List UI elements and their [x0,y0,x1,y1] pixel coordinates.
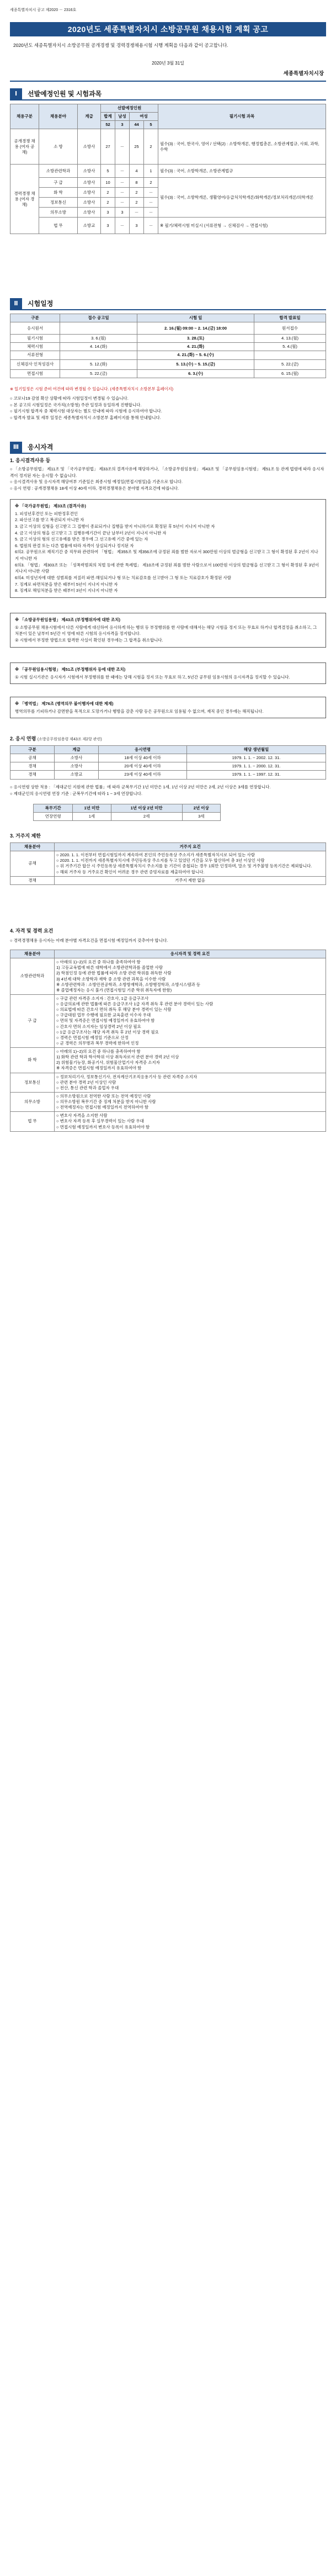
col-male: 남성 [115,113,130,121]
para: ○ 응시 연령 : 공개경쟁채용 18세 이상 40세 이하, 경력경쟁채용은 분야별 자격요건에 따릅니다. [10,485,179,491]
table-cell: － [115,129,130,165]
table-cell: 원서접수 [254,322,326,335]
note-line: ○ 코로나19 감염 확산 상황에 따라 시험일정이 변경될 수 있습니다. [10,396,129,401]
qual-line: ○ 1급 응급구조사는 해당 자격 취득 후 2년 이상 경력 필요 [56,1029,159,1035]
age-table [10,745,326,780]
table-cell: 3. 6.(월) [60,335,137,343]
box-line: 6의4. 미성년자에 대한 성범죄를 저질러 파면·해임되거나 형 또는 치료감호를 선고받아 그 형 또는 치료감호가 확정된 사람 [15,575,231,580]
table-cell [55,851,326,877]
qual-line: ※ 졸업예정자는 응시 불가 (면접시험일 기준 학위 취득자에 한함) [56,987,172,993]
box-line: 2. 파산선고를 받고 복권되지 아니한 자 [15,517,84,523]
subhead-note: (소방공무원임용령 제43조 제2항 관련) [37,738,102,741]
res-line: ○ 2020. 1. 1. 이전까지 세종특별자치시에 주민등록상 주소지를 두고 있었던 기간을 모두 합산하여 총 3년 이상인 사람 [56,858,265,863]
table-cell: 4. 13.(월) [254,335,326,343]
box-line: 6의3. 「형법」 제303조 또는 「성폭력범죄의 처벌 등에 관한 특례법」 제10조에 규정된 죄를 범한 사람으로서 100만원 이상의 벌금형을 선고받고 그 형이 확정된 후 3년이 지나지 아니한 사람 [15,562,319,574]
qual-line: ○ 응급의료에 관한 법률에 따른 응급구조사 1급 자격 취득 후 관련 분야 경력이 있는 사람 [56,1001,214,1006]
table-cell: 응시원서 [10,322,60,335]
box-title: ※ 「병역법」 제76조 (병역의무 불이행자에 대한 제재) [15,701,114,706]
table-cell: － [115,218,130,234]
col-header: 2년 이상 [182,804,220,813]
qual-line: ○ 전역예정자는 면접시험 예정일까지 전역하여야 함 [56,1105,149,1110]
table-cell [55,1092,326,1111]
residence-table [10,842,326,885]
qual-line: ○ 구급 관련 자격증 소지자 : 간호사, 1급 응급구조사 [56,995,149,1001]
section-title: 선발예정인원 및 시험과목 [28,89,102,98]
table-cell: 3. 28.(토) [137,335,254,343]
notice-date: 2020년 3월 31일 [152,61,184,66]
misconduct-box [10,613,326,648]
col-field: 채용분야 [39,104,78,129]
table-cell: 소방관련학과 [10,958,55,995]
qual-line: ○ 의무소방원으로 전역한 사람 또는 전역 예정인 사람 [56,1093,151,1099]
table-cell: 27 [101,129,115,165]
qual-line: 2) 학점인정 등에 관한 법률에 따라 소방 관련 학위를 취득한 사람 [56,971,172,976]
table-cell: 신체검사 인적성검사 [10,359,60,369]
table-cell: 6. 15.(월) [254,369,326,378]
box-line: 7. 징계로 파면처분을 받은 때부터 5년이 지나지 아니한 자 [15,581,118,587]
table-cell [55,1073,326,1092]
subhead: 3. 거주지 제한 [10,833,41,839]
table-cell: － [115,165,130,178]
table-cell: 경채 [10,771,55,779]
table-cell: 4. 21.(화) ~ 5. 6.(수) [137,351,254,359]
table-cell: 정보통신 [39,198,78,208]
note-line: ○ 제대군인의 응시연령 연장 기준 : 군복무기간에 따라 1 ~ 3세 연장합니다. [10,791,142,796]
table-cell: 소방교 [78,218,101,234]
table-cell: 4. 21.(화) [137,343,254,351]
table-cell: 공채 [10,851,55,877]
table-cell: 경채 [10,876,55,884]
age-extension-table [33,804,221,821]
col-gubun: 구분 [10,314,60,322]
table-cell: 2 [101,198,115,208]
table-cell: 경채 [10,762,55,771]
table-cell: 소방교 [55,771,99,779]
table-cell: 25 [130,129,144,165]
military-box [10,697,326,718]
table-cell: 3 [130,218,144,234]
table-cell [55,1048,326,1073]
box-title: ※ 「공무원임용시험령」 제51조 (부정행위자 등에 대한 조치) [15,667,126,672]
table-cell: 화 학 [39,188,78,198]
table-cell: 8 [130,178,144,188]
table-cell: 3 [101,208,115,218]
table-cell: － [115,188,130,198]
section-title: 시험일정 [28,299,54,308]
col-header: 복무기간 [34,804,73,813]
table-cell: 5. 12.(화) [60,359,137,369]
table-cell: 필기시험 [10,335,60,343]
qualification-table [10,950,326,1132]
note-line: ○ 본 공고의 시험일정은 국가직(소방청) 주관 일정과 동일하게 진행합니다. [10,402,142,407]
table-cell: 5. 22.(금) [60,369,137,378]
table-cell: 23세 이상 40세 이하 [99,771,187,779]
table-cell: － [115,178,130,188]
qual-line: ○ 간호사 면허 소지자는 임상경력 2년 이상 필요 [56,1024,141,1029]
box-line: 5. 금고 이상의 형의 선고유예를 받은 경우에 그 선고유예 기간 중에 있는 자 [15,537,148,542]
col-header: 구분 [10,746,55,754]
col-header: 1년 미만 [73,804,111,813]
col-header: 해당 생년월일 [187,746,326,754]
table-cell: 구 급 [39,178,78,188]
subhead-text: 2. 응시 연령 [10,736,36,741]
qual-line: ○ 구급대원 업무 수행에 필요한 교육훈련 이수자 우대 [56,1013,151,1018]
table-cell: － [115,198,130,208]
table-cell: 4. 14.(화) [60,343,137,351]
schedule-table [10,314,326,378]
table-cell: 2 [130,188,144,198]
table-cell: 5. 22.(금) [254,359,326,369]
table-cell [254,351,326,359]
sum-male: 3 [115,121,130,129]
table-cell: 4 [130,165,144,178]
box-line: 병역의무를 기피하거나 감면받을 목적으로 도망가거나 행방을 감춘 사람 등은 공무원으로 임용될 수 없으며, 재직 중인 경우에는 해직됩니다. [15,708,264,714]
table-cell: 18세 이상 40세 이하 [99,754,187,762]
box-line: 6의2. 공무원으로 재직기간 중 직무와 관련하여 「형법」 제355조 및 제356조에 규정된 죄를 범한 자로서 300만원 이상의 벌금형을 선고받고 그 형이 확정된 후 2년이 지나지 아니한 자 [15,549,318,561]
table-cell: － [144,198,158,208]
table-cell: 필수(3) : 국어, 소방학개론, 생활영어/응급처치학개론/화학개론/정보처리개론/의학개론 [158,178,326,218]
table-cell: 5. 4.(월) [254,343,326,351]
qual-line: ○ 변호사 자격 등록 후 실무경력이 있는 사람 우대 [56,1119,144,1124]
table-cell: 소방사 [78,208,101,218]
table-cell: 10 [101,178,115,188]
para: ○ 「소방공무원법」 제11조 및 「국가공무원법」 제33조의 결격사유에 해당하거나, 「소방공무원임용령」 제43조 및 「공무원임용시험령」 제51조 등 관계 법령에 따라 응시자격이 정지된 자는 응시할 수 없습니다. [10,467,324,478]
subhead [10,735,102,742]
table-cell: 면접시험 [10,369,60,378]
table-cell: 6. 3.(수) [137,369,254,378]
table-cell: 1세 [73,813,111,821]
col-header: 채용분야 [10,843,55,851]
res-line: ○ 2020. 1. 1. 이전부터 면접시험일까지 계속하여 본인의 주민등록상 주소지가 세종특별자치시로 되어 있는 사람 [56,852,255,858]
notice-number: 세종특별자치시 공고 제2020 － 2316호 [10,8,77,12]
notice-org: 세종특별자치시장 [283,71,324,77]
qual-line: ○ 면접시험 예정일까지 변호사 등록이 유효하여야 함 [56,1124,150,1130]
table-cell: 소방사 [78,188,101,198]
section-1-header [10,88,326,100]
table-cell: 2 [144,129,158,165]
table-cell [55,1112,326,1131]
box-line: ② 시험에서 부정한 방법으로 합격한 사실이 확인된 경우에는 그 합격을 취소합니다. [15,637,163,643]
col-header: 응시자격 및 경력 요건 [55,950,326,958]
col-header: 채용분야 [10,950,55,958]
eligibility-text [10,466,326,492]
table-cell [60,351,137,359]
col-result: 합격 발표일 [254,314,326,322]
box-line: 6. 법원의 판결 또는 다른 법률에 따라 자격이 상실되거나 정지된 자 [15,543,134,548]
box-line: 4. 금고 이상의 형을 선고받고 그 집행유예기간이 끝난 날부터 2년이 지나지 아니한 자 [15,530,167,536]
para: ○ 응시결격사유 및 응시자격 해당여부 기준일은 최종시험 예정일(면접시험일)을 기준으로 합니다. [10,479,183,485]
table-cell: 소방관련학과 [39,165,78,178]
qual-line: ○ 전산, 통신 관련 학과 졸업자 우대 [56,1085,119,1090]
table-cell: 소 방 [39,129,78,165]
box-title: ※ 「국가공무원법」 제33조 (결격사유) [15,503,86,508]
table-cell: 연장연령 [34,813,73,821]
disqualification-box [10,499,326,598]
section-number: Ⅲ [10,442,22,453]
res-line: ○ 해외 거주자 등 거주요건 확인이 어려운 경우 관련 증빙자료를 제출하여야 합니다. [56,869,205,874]
table-cell: 체력시험 [10,343,60,351]
col-rank: 계급 [78,104,101,129]
qual-line: ○ 아래의 1)~2)의 요건 중 하나를 충족하여야 함 [56,960,141,965]
col-receive: 접수 공고일 [60,314,137,322]
sum-n1: 44 [130,121,144,129]
table-cell: 2. 16.(월) 09:00 ~ 2. 14.(금) 18:00 [137,322,254,335]
table-cell: 소방사 [55,762,99,771]
table-cell: 1979. 1. 1. ~ 1997. 12. 31. [187,771,326,779]
col-header: 1년 이상 2년 미만 [111,804,182,813]
table-cell: － [144,218,158,234]
section-title: 응시자격 [28,443,54,451]
table-cell [60,322,137,335]
exam-rules-box [10,662,326,684]
table-cell: 5 [101,165,115,178]
table-cell: 소방사 [55,754,99,762]
table-cell: 의무소방 [10,1092,55,1111]
col-type: 채용구분 [10,104,39,129]
qual-line: ○ 군 경력은 의무병과 복무 경력에 한하여 인정 [56,1040,139,1046]
table-cell: 3 [101,218,115,234]
sum-total: 52 [101,121,115,129]
col-header: 응시연령 [99,746,187,754]
box-line: 8. 징계로 해임처분을 받은 때부터 3년이 지나지 아니한 자 [15,588,118,593]
col-date: 시험 일 [137,314,254,322]
age-notes [10,784,326,797]
table-cell: 공개경쟁 채용 (여자 공채) [10,129,39,165]
qual-line: 3) 4년제 대학 소방학과 재학 중 소방 관련 과목을 이수한 사람 [56,976,166,982]
box-line: ① 시험 실시기관은 응시자가 시험에서 부정행위를 한 때에는 당해 시험을 정지 또는 무효로 하고, 5년간 공무원 임용시험의 응시자격을 정지할 수 있습니다. [15,674,290,680]
subhead: 1. 응시결격사유 등 [10,458,51,463]
recruitment-table [10,104,326,234]
col-sum: 합계 [101,113,115,121]
table-cell: 구 급 [10,994,55,1047]
box-line: 1. 피성년후견인 또는 피한정후견인 [15,511,78,516]
res-line: ○ 위 거주기간 합산 시 주민등록상 세종특별자치시 주소지를 둔 기간이 중첩되는 경우 1회만 인정하며, 말소 및 거주불명 등록기간은 제외합니다. [56,863,312,869]
qual-line: ○ 면허 및 자격증은 면접시험 예정일까지 유효하여야 함 [56,1018,155,1024]
qual-line: ※ 소방관련학과 : 소방안전공학과, 소방방재학과, 소방행정학과, 소방시스템과 등 [56,982,201,987]
note-line: ○ 응시연령 상한 적용 : 「제대군인 지원에 관한 법률」에 따라 군복무기간 1년 미만은 1세, 1년 이상 2년 미만은 2세, 2년 이상은 3세를 연장합니다. [10,785,271,789]
table-cell: 2세 [111,813,182,821]
col-header: 계급 [55,746,99,754]
table-cell: ※ 필기/체력시험 미실시 (서류전형 → 신체검사 → 면접시험) [158,218,326,234]
table-cell: 정보통신 [10,1073,55,1092]
col-female: 여성 [130,113,158,121]
table-cell: 3 [115,208,130,218]
table-cell: 소방사 [78,198,101,208]
qual-note: ○ 경력경쟁채용 응시자는 아래 분야별 자격요건을 면접시험 예정일까지 갖추어야 합니다. [10,938,168,943]
table-cell: 소방사 [78,165,101,178]
qual-line: 2) 위험물기능장, 화공기사, 위험물산업기사 자격증 소지자 [56,1060,160,1066]
schedule-footnote: ※ 일기일정은 시험 준비 여건에 따라 변경될 수 있습니다. (세종특별자치시 소방본부 홈페이지) [10,386,174,391]
table-cell: 소방사 [78,178,101,188]
note-line: ○ 합격자 발표 및 세부 일정은 세종특별자치시 소방본부 홈페이지를 통해 안내합니다. [10,415,161,420]
schedule-notes [10,395,326,421]
table-cell: － [130,208,144,218]
table-cell: 2 [101,188,115,198]
table-cell [55,994,326,1047]
table-cell: 거주지 제한 없음 [55,876,326,884]
table-cell: 공채 [10,754,55,762]
subhead: 4. 자격 및 경력 요건 [10,928,54,934]
qual-line: ○ 관련 분야 경력 2년 이상인 사람 [56,1079,116,1085]
table-cell: 1979. 1. 1. ~ 2000. 12. 31. [187,762,326,771]
qual-line: ○ 의료법에 따른 간호사 면허 취득 후 해당 분야 경력이 있는 사람 [56,1007,172,1013]
table-cell: 필수(3) : 국어, 한국사, 영어 / 선택(2) : 소방학개론, 행정법총론, 소방관계법규, 사회, 과학, 수학 [158,129,326,165]
qual-line: ○ 변호사 자격을 소지한 사람 [56,1113,108,1119]
table-cell: 3세 [182,813,220,821]
table-cell: 1 [144,165,158,178]
section-number: Ⅱ [10,298,22,309]
notice-intro: 2020년도 세종특별자치시 소방공무원 공개경쟁 및 경력경쟁채용시험 시행 계획을 다음과 같이 공고합니다. [13,43,228,48]
table-cell [55,958,326,995]
section-3-header [10,442,326,454]
box-line: ① 소방공무원 채용시험에서 다른 사람에게 대신하여 응시하게 하는 행위 등 부정행위를 한 사람에 대해서는 해당 시험을 정지 또는 무효로 하거나 합격결정을 취소하고, 그 처분이 있은 날부터 5년간 이 영에 따른 시험의 응시자격을 정지합니다. [15,624,317,637]
sum-n2: 5 [144,121,158,129]
table-cell: 20세 이상 40세 이하 [99,762,187,771]
notice-title: 2020년도 세종특별자치시 소방공무원 채용시험 계획 공고 [10,22,326,36]
table-cell: 법 무 [10,1112,55,1131]
box-line: 3. 금고 이상의 실형을 선고받고 그 집행이 종료되거나 집행을 받지 아니하기로 확정된 후 5년이 지나지 아니한 자 [15,523,215,529]
table-cell: 1979. 1. 1. ~ 2002. 12. 31. [187,754,326,762]
table-cell: 법 무 [39,218,78,234]
table-cell: － [144,208,158,218]
table-cell: 의무소방 [39,208,78,218]
col-total: 선발예정인원 [101,104,158,113]
table-cell: 경력경쟁 채용 (여자 경채) [10,165,39,234]
table-cell: 5. 13.(수) ~ 5. 15.(금) [137,359,254,369]
section-2-header [10,298,326,310]
table-cell: 소방사 [78,129,101,165]
section-number: Ⅰ [10,88,22,99]
qual-line: ○ 정보처리기사, 정보통신기사, 전자계산기조직응용기사 등 관련 자격증 소지자 [56,1074,198,1079]
qual-line: ○ 경력은 면접시험 예정일 기준으로 산정 [56,1035,129,1040]
box-title: ※ 「소방공무원임용령」 제43조 (부정행위자에 대한 조치) [15,617,120,622]
qual-line: 1) 화학 관련 학과 학사학위 이상 취득자로서 관련 분야 경력 2년 이상 [56,1054,179,1060]
qual-line: 1) 고등교육법에 따른 대학에서 소방관련학과를 졸업한 사람 [56,965,163,971]
qual-line: ○ 의무소방원 복무기간 중 징계 처분을 받지 아니한 사람 [56,1099,156,1104]
table-cell: 2 [130,198,144,208]
table-cell: 필수(3) : 국어, 소방학개론, 소방관계법규 [158,165,326,178]
table-cell: － [144,188,158,198]
divider [10,81,326,82]
table-cell: 2 [144,178,158,188]
qual-line: ○ 아래의 1)~2)의 요건 중 하나를 충족하여야 함 [56,1049,141,1054]
note-line: ○ 필기시험 합격자 중 체력시험 대상자는 별도 안내에 따라 시험에 응시하여야 합니다. [10,409,162,414]
table-cell: 서류전형 [10,351,60,359]
table-cell: 화 학 [10,1048,55,1073]
col-header: 거주지 요건 [55,843,326,851]
qual-line: ※ 자격증은 면접시험 예정일까지 유효하여야 함 [56,1066,142,1071]
col-subjects: 필기시험 과목 [158,104,326,129]
